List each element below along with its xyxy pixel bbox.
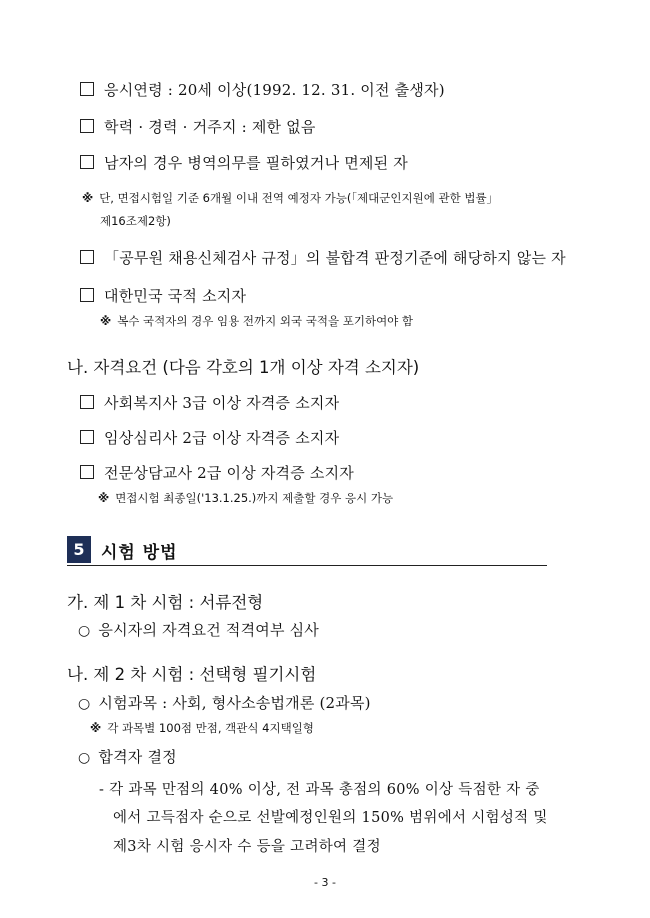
military-item	[80, 152, 408, 173]
circle-bullet-icon: ○	[78, 696, 91, 712]
checkbox-icon	[80, 82, 94, 96]
education-item	[80, 116, 316, 137]
requirement-text: 전문상담교사 2급 이상 자격증 소지자	[104, 464, 354, 482]
requirement-text: 사회복지사 3급 이상 자격증 소지자	[104, 394, 340, 412]
note-mark-icon: ※	[82, 191, 94, 205]
nationality-note-text: 복수 국적자의 경우 임용 전까지 외국 국적을 포기하여야 함	[117, 314, 414, 328]
stage2-subjects-text: 시험과목 : 사회, 형사소송법개론 (2과목)	[98, 694, 371, 712]
circle-bullet-icon: ○	[78, 623, 91, 639]
requirement-item	[80, 462, 354, 483]
nationality-text: 대한민국 국적 소지자	[104, 287, 247, 305]
requirement-text: 임상심리사 2급 이상 자격증 소지자	[104, 429, 340, 447]
stage2-pass-line3: 제3차 시험 응시자 수 등을 고려하여 결정	[113, 839, 381, 855]
military-note	[82, 190, 498, 206]
stage2-subjects	[78, 692, 371, 713]
checkbox-icon	[80, 119, 94, 133]
military-text: 남자의 경우 병역의무를 필하였거나 면제된 자	[104, 154, 408, 172]
note-mark-icon: ※	[100, 314, 112, 328]
checkbox-icon	[80, 155, 94, 169]
circle-bullet-icon: ○	[78, 750, 91, 766]
stage1-heading: 가. 제 1 차 시험 : 서류전형	[67, 593, 264, 612]
page-number: - 3 -	[314, 876, 336, 889]
requirements-note-text: 면접시험 최종일('13.1.25.)까지 제출할 경우 응시 가능	[115, 491, 394, 505]
section-number: 5	[67, 536, 91, 563]
stage1-item	[78, 619, 319, 640]
stage2-pass-label: 합격자 결정	[98, 748, 177, 766]
checkbox-icon	[80, 250, 94, 264]
stage2-subjects-note-text: 각 과목별 100점 만점, 객관식 4지택일형	[107, 721, 314, 735]
requirements-heading: 나. 자격요건 (다음 각호의 1개 이상 자격 소지자)	[67, 358, 420, 377]
health-text: 「공무원 채용신체검사 규정」의 불합격 판정기준에 해당하지 않는 자	[104, 249, 566, 267]
stage2-subjects-note	[90, 720, 314, 736]
checkbox-icon	[80, 430, 94, 444]
age-item	[80, 79, 445, 100]
stage2-pass-line1: - 각 과목 만점의 40% 이상, 전 과목 총점의 60% 이상 득점한 자 중	[99, 782, 540, 798]
stage2-pass	[78, 746, 177, 767]
stage1-item-text: 응시자의 자격요건 적격여부 심사	[98, 621, 319, 639]
military-note-cont	[100, 213, 171, 229]
stage2-heading: 나. 제 2 차 시험 : 선택형 필기시험	[67, 665, 317, 684]
requirement-item	[80, 392, 339, 413]
military-note-line2: 제16조제2항)	[100, 214, 171, 228]
checkbox-icon	[80, 288, 94, 302]
age-text: 응시연령 : 20세 이상(1992. 12. 31. 이전 출생자)	[104, 81, 445, 99]
education-text: 학력 · 경력 · 거주지 : 제한 없음	[104, 118, 316, 136]
note-mark-icon: ※	[90, 721, 102, 735]
stage2-pass-line2: 에서 고득점자 순으로 선발예정인원의 150% 범위에서 시험성적 및	[113, 810, 548, 826]
checkbox-icon	[80, 395, 94, 409]
checkbox-icon	[80, 465, 94, 479]
requirement-item	[80, 427, 339, 448]
nationality-note	[100, 313, 413, 329]
note-mark-icon: ※	[98, 491, 110, 505]
military-note-line1: 단, 면접시험일 기준 6개월 이내 전역 예정자 가능(「제대군인지원에 관한 법률」	[99, 191, 499, 205]
nationality-item	[80, 285, 246, 306]
section-header	[67, 535, 547, 566]
requirements-note	[98, 490, 393, 506]
health-item	[80, 247, 566, 268]
section-title: 시험 방법	[101, 543, 178, 563]
